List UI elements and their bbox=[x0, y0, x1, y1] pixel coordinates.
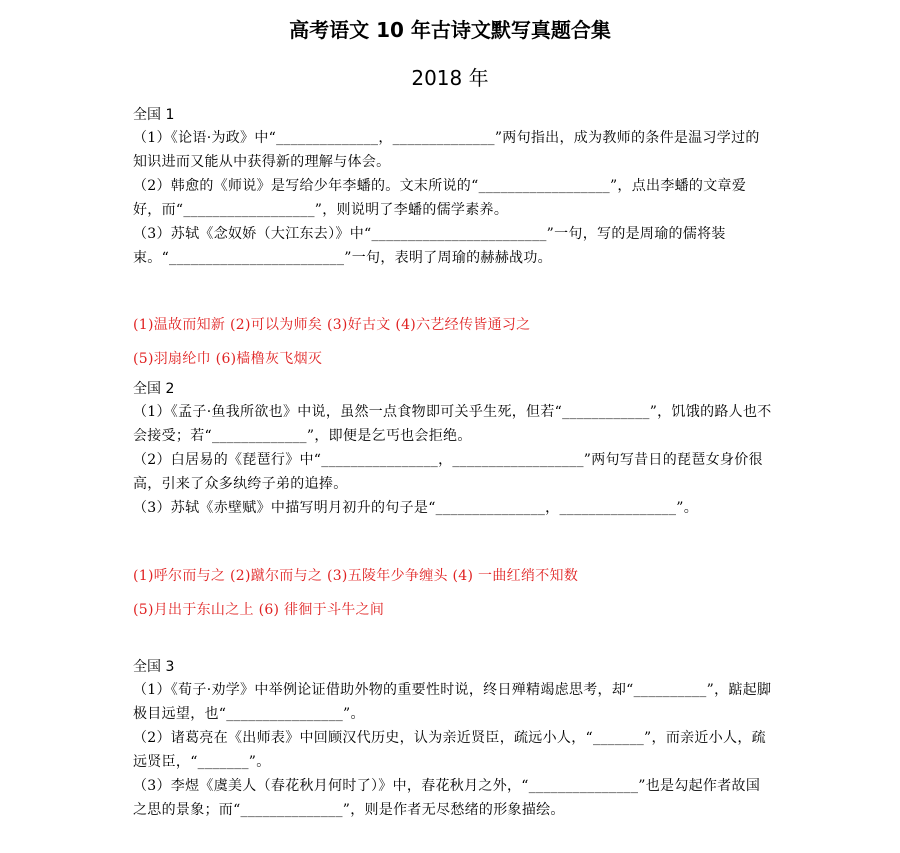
answer-line: (1)温故而知新 (2)可以为师矣 (3)好古文 (4)六艺经传皆通习之 bbox=[133, 317, 531, 333]
section-quanguo-3 bbox=[133, 656, 773, 822]
answers-quanguo-2 bbox=[133, 564, 773, 632]
question-1: （1）《荀子·劝学》中举例论证借助外物的重要性时说，终日殚精竭虑思考，却“__________”，踮起脚极目远望，也“________________”。 bbox=[133, 682, 772, 722]
question-3: （3）苏轼《念奴娇（大江东去）》中“________________________”一句，写的是周瑜的儒将装束。“________________________”一句，表明了周瑜的赫赫战功。 bbox=[133, 226, 726, 266]
answer-line: (5)月出于东山之上 (6) 徘徊于斗牛之间 bbox=[133, 602, 385, 618]
answer-line: (5)羽扇纶巾 (6)樯橹灰飞烟灭 bbox=[133, 351, 323, 367]
question-2: （2）韩愈的《师说》是写给少年李蟠的。文末所说的“__________________”，点出李蟠的文章爱好，而“__________________”，则说明了李蟠的儒学素养。 bbox=[133, 178, 747, 218]
section-quanguo-1 bbox=[133, 104, 773, 270]
section-heading: 全国 2 bbox=[133, 381, 175, 397]
question-2: （2）诸葛亮在《出师表》中回顾汉代历史，认为亲近贤臣，疏远小人，“_______”，而亲近小人，疏远贤臣，“_______”。 bbox=[133, 730, 766, 770]
answer-line: (1)呼尔而与之 (2)蹴尔而与之 (3)五陵年少争缠头 (4) 一曲红绡不知数 bbox=[133, 568, 579, 584]
question-2: （2）白居易的《琵琶行》中“________________，__________________”两句写昔日的琵琶女身价很高，引来了众多纨绔子弟的追捧。 bbox=[133, 452, 763, 492]
question-1: （1）《孟子·鱼我所欲也》中说，虽然一点食物即可关乎生死，但若“____________”，饥饿的路人也不会接受；若“_____________”，即便是乞丐也会拒绝。 bbox=[133, 404, 772, 444]
question-3: （3）苏轼《赤壁赋》中描写明月初升的句子是“_______________，________________”。 bbox=[133, 500, 699, 516]
answers-quanguo-1 bbox=[133, 313, 773, 381]
section-quanguo-2 bbox=[133, 378, 773, 520]
section-heading: 全国 1 bbox=[133, 107, 175, 123]
question-1: （1）《论语·为政》中“______________，______________”两句指出，成为教师的条件是温习学过的知识进而又能从中获得新的理解与体会。 bbox=[133, 130, 760, 170]
section-heading: 全国 3 bbox=[133, 659, 175, 675]
year-heading: 2018 年 bbox=[411, 66, 489, 90]
document-title: 高考语文 10 年古诗文默写真题合集 bbox=[289, 18, 611, 42]
question-3: （3）李煜《虞美人（春花秋月何时了）》中，春花秋月之外，“_______________”也是勾起作者故国之思的景象；而“______________”，则是作者无尽愁绪的形象描绘。 bbox=[133, 778, 761, 818]
